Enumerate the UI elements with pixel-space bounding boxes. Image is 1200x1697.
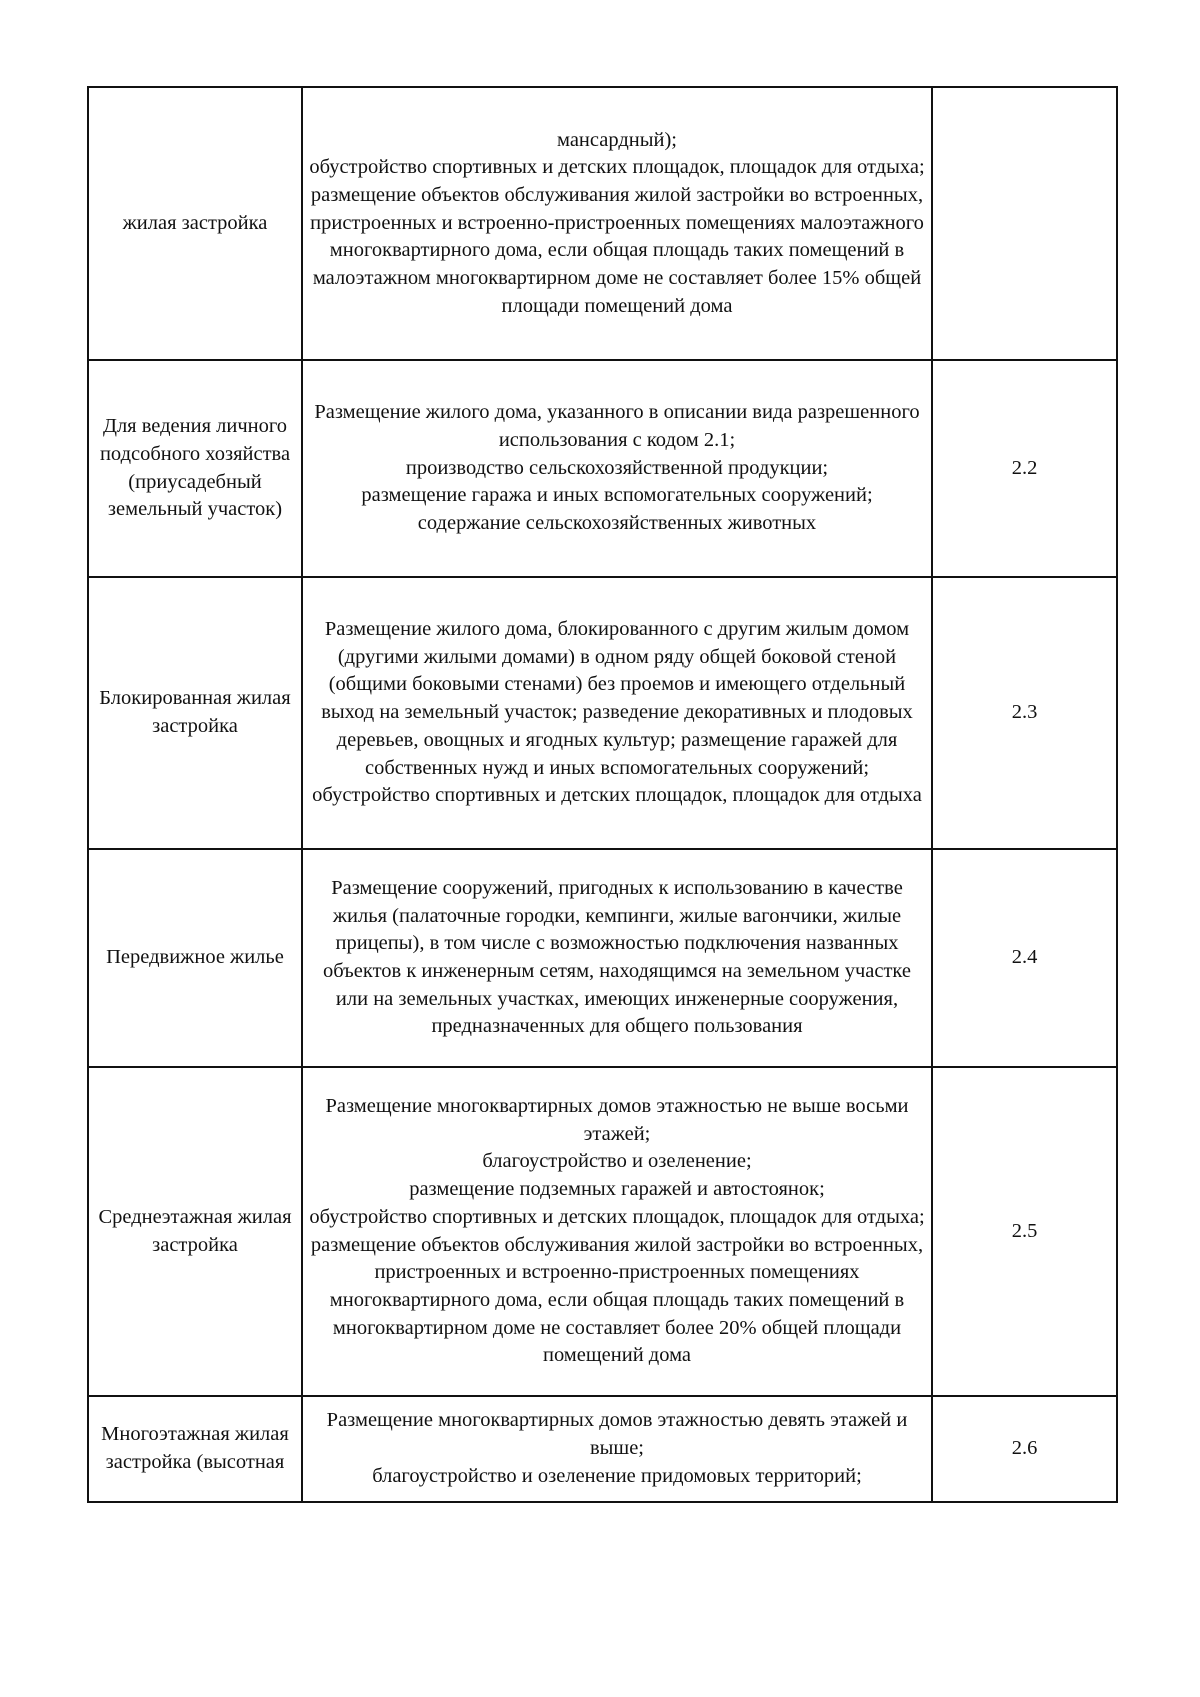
use-type-name: Блокированная жилая застройка [88, 577, 302, 849]
use-type-code: 2.6 [932, 1396, 1117, 1502]
use-type-code: 2.3 [932, 577, 1117, 849]
use-type-name: Передвижное жилье [88, 849, 302, 1067]
use-type-name: Для ведения личного подсобного хозяйства (приусадебный земельный участок) [88, 360, 302, 577]
table-row [88, 87, 1117, 360]
table-row [88, 1067, 1117, 1396]
use-type-description: Размещение жилого дома, блокированного с другим жилым домом (другими жилыми домами) в одном ряду общей боковой стеной (общими боковыми стенами) без проемов и имеющего отдельный выход на земельный участок; разведение декоративных и плодовых деревьев, овощных и ягодных культур; размещение гаражей для собственных нужд и иных вспомогательных сооружений; обустройство спортивных и детских площадок, площадок для отдыха [302, 577, 932, 849]
table-row [88, 1396, 1117, 1502]
use-type-code: 2.2 [932, 360, 1117, 577]
use-type-description: Размещение жилого дома, указанного в описании вида разрешенного использования с кодом 2.1; производство сельскохозяйственной продукции; размещение гаража и иных вспомогательных сооружений; содержание сельскохозяйственных животных [302, 360, 932, 577]
use-type-code: 2.4 [932, 849, 1117, 1067]
use-type-code [932, 87, 1117, 360]
use-type-description: Размещение многоквартирных домов этажностью не выше восьми этажей; благоустройство и озеленение; размещение подземных гаражей и автостоянок; обустройство спортивных и детских площадок, площадок для отдыха; размещение объектов обслуживания жилой застройки во встроенных, пристроенных и встроенно-пристроенных помещениях многоквартирного дома, если общая площадь таких помещений в многоквартирном доме не составляет более 20% общей площади помещений дома [302, 1067, 932, 1396]
use-type-name: Многоэтажная жилая застройка (высотная [88, 1396, 302, 1502]
table-row [88, 849, 1117, 1067]
use-type-description: мансардный); обустройство спортивных и детских площадок, площадок для отдыха; размещение объектов обслуживания жилой застройки во встроенных, пристроенных и встроенно-пристроенных помещениях малоэтажного многоквартирного дома, если общая площадь таких помещений в малоэтажном многоквартирном доме не составляет более 15% общей площади помещений дома [302, 87, 932, 360]
table-row [88, 577, 1117, 849]
land-use-table [87, 86, 1118, 1503]
table-row [88, 360, 1117, 577]
use-type-description: Размещение сооружений, пригодных к использованию в качестве жилья (палаточные городки, кемпинги, жилые вагончики, жилые прицепы), в том числе с возможностью подключения названных объектов к инженерным сетям, находящимся на земельном участке или на земельных участках, имеющих инженерные сооружения, предназначенных для общего пользования [302, 849, 932, 1067]
use-type-name: жилая застройка [88, 87, 302, 360]
use-type-description: Размещение многоквартирных домов этажностью девять этажей и выше; благоустройство и озеленение придомовых территорий; [302, 1396, 932, 1502]
use-type-name: Среднеэтажная жилая застройка [88, 1067, 302, 1396]
use-type-code: 2.5 [932, 1067, 1117, 1396]
